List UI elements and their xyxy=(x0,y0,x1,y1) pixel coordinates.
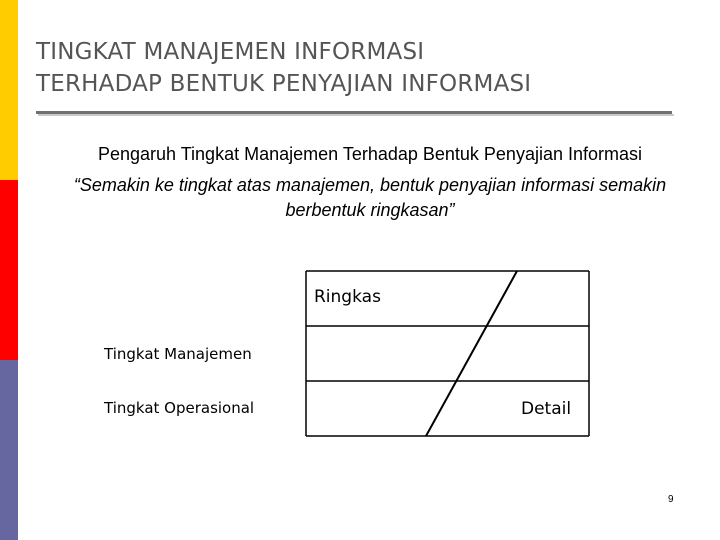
label-tingkat-operasional: Tingkat Operasional xyxy=(104,399,255,417)
label-tingkat-manajemen: Tingkat Manajemen xyxy=(104,345,252,363)
label-detail: Detail xyxy=(521,399,572,419)
slide-title-line-2: TERHADAP BENTUK PENYAJIAN INFORMASI xyxy=(36,71,532,97)
page-number: 9 xyxy=(668,494,674,505)
quote-line-1: “Semakin ke tingkat atas manajemen, bentuk penyajian informasi semakin xyxy=(73,175,667,195)
label-ringkas: Ringkas xyxy=(314,287,381,307)
slide-title-line-1: TINGKAT MANAJEMEN INFORMASI xyxy=(36,39,425,65)
quote-line-2: berbentuk ringkasan” xyxy=(285,200,455,220)
diagram-diagonal xyxy=(426,271,517,436)
slide-subtitle: Pengaruh Tingkat Manajemen Terhadap Bentuk Penyajian Informasi xyxy=(97,144,642,164)
